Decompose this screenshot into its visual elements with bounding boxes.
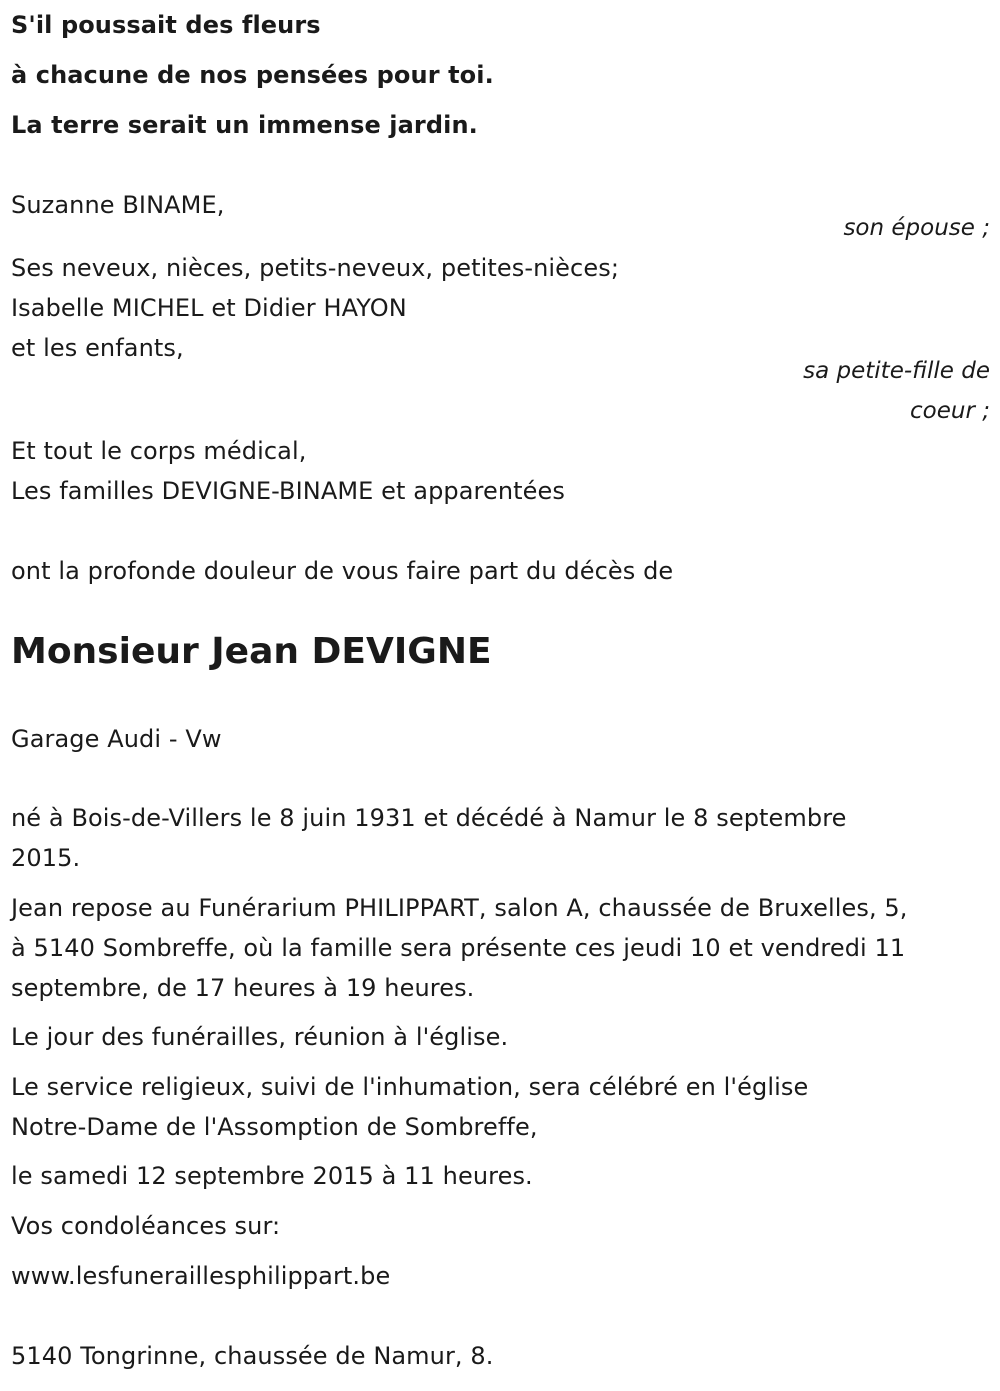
birth-death-line-2: 2015. (11, 844, 81, 872)
granddaughter-role-line-1: sa petite-fille de (803, 358, 990, 384)
service-line-2: Notre-Dame de l'Assomption de Sombreffe, (11, 1113, 538, 1141)
spouse-name: Suzanne BINAME, (11, 191, 225, 219)
rest-line-3: septembre, de 17 heures à 19 heures. (11, 974, 475, 1002)
rest-line-2: à 5140 Sombreffe, où la famille sera présente ces jeudi 10 et vendredi 11 (11, 934, 906, 962)
rest-line-1: Jean repose au Funérarium PHILIPPART, salon A, chaussée de Bruxelles, 5, (11, 894, 908, 922)
children-line: et les enfants, (11, 334, 184, 362)
relatives-line: Ses neveux, nièces, petits-neveux, petites-nièces; (11, 254, 619, 282)
service-date-line: le samedi 12 septembre 2015 à 11 heures. (11, 1162, 533, 1190)
birth-death-line-1: né à Bois-de-Villers le 8 juin 1931 et décédé à Namur le 8 septembre (11, 804, 847, 832)
service-line-1: Le service religieux, suivi de l'inhumation, sera célébré en l'église (11, 1073, 809, 1101)
poem-line-2: à chacune de nos pensées pour toi. (11, 61, 494, 89)
isabelle-line: Isabelle MICHEL et Didier HAYON (11, 294, 407, 322)
address-line: 5140 Tongrinne, chaussée de Namur, 8. (11, 1342, 494, 1370)
poem-line-3: La terre serait un immense jardin. (11, 111, 478, 139)
families-line: Les familles DEVIGNE-BINAME et apparentées (11, 477, 566, 505)
website-link[interactable]: www.lesfuneraillesphilippart.be (11, 1262, 391, 1290)
condolences-label: Vos condoléances sur: (11, 1212, 281, 1240)
meeting-line: Le jour des funérailles, réunion à l'église. (11, 1023, 509, 1051)
announcement-line: ont la profonde douleur de vous faire part du décès de (11, 557, 674, 585)
spouse-role: son épouse ; (843, 215, 990, 241)
poem-line-1: S'il poussait des fleurs (11, 11, 321, 39)
medical-line: Et tout le corps médical, (11, 437, 307, 465)
granddaughter-role-line-2: coeur ; (910, 398, 990, 424)
occupation-line: Garage Audi - Vw (11, 725, 222, 753)
deceased-name: Monsieur Jean DEVIGNE (11, 631, 492, 672)
